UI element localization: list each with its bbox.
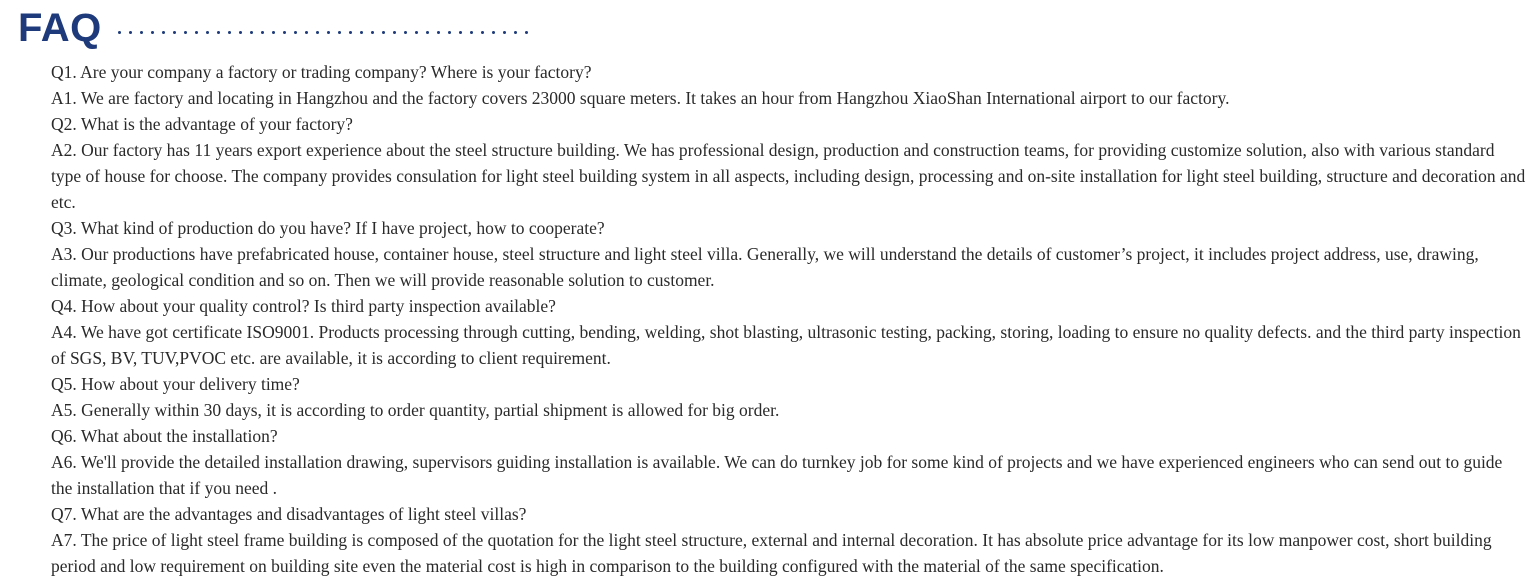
faq-answer: A6. We'll provide the detailed installation drawing, supervisors guiding installation is available. We can do turnkey job for some kind of projects and we have experienced engineers who can send out to guide the installation that if you need . — [51, 452, 1503, 498]
faq-question: Q5. How about your delivery time? — [51, 374, 300, 394]
faq-question: Q4. How about your quality control? Is third party inspection available? — [51, 296, 556, 316]
faq-question: Q6. What about the installation? — [51, 426, 278, 446]
faq-answer: A4. We have got certificate ISO9001. Products processing through cutting, bending, welding, shot blasting, ultrasonic testing, packing, storing, loading to ensure no quality defects. and the third party inspection of SGS, BV, TUV,PVOC etc. are available, it is according to client requirement. — [51, 322, 1521, 368]
faq-list — [51, 59, 1527, 579]
faq-header — [18, 4, 528, 50]
faq-question: Q1. Are your company a factory or trading company? Where is your factory? — [51, 62, 592, 82]
faq-question: Q3. What kind of production do you have? If I have project, how to cooperate? — [51, 218, 605, 238]
faq-answer: A5. Generally within 30 days, it is according to order quantity, partial shipment is allowed for big order. — [51, 400, 780, 420]
faq-answer: A7. The price of light steel frame building is composed of the quotation for the light steel structure, external and internal decoration. It has absolute price advantage for its low manpower cost, short building period and low requirement on building site even the material cost is high in comparison to the building configured with the material of the same specification. — [51, 530, 1492, 576]
faq-answer: A1. We are factory and locating in Hangzhou and the factory covers 23000 square meters. It takes an hour from Hangzhou XiaoShan International airport to our factory. — [51, 88, 1230, 108]
faq-answer: A2. Our factory has 11 years export experience about the steel structure building. We has professional design, production and construction teams, for providing customize solution, also with various standard type of house for choose. The company provides consulation for light steel building system in all aspects, including design, processing and on-site installation for light steel building, structure and decoration and etc. — [51, 140, 1526, 212]
faq-question: Q7. What are the advantages and disadvantages of light steel villas? — [51, 504, 527, 524]
faq-question: Q2. What is the advantage of your factory? — [51, 114, 353, 134]
dotted-divider — [118, 31, 528, 34]
faq-answer: A3. Our productions have prefabricated house, container house, steel structure and light steel villa. Generally, we will understand the details of customer’s project, it includes project address, use, drawing, climate, geological condition and so on. Then we will provide reasonable solution to customer. — [51, 244, 1479, 290]
page-title: FAQ — [18, 6, 102, 50]
